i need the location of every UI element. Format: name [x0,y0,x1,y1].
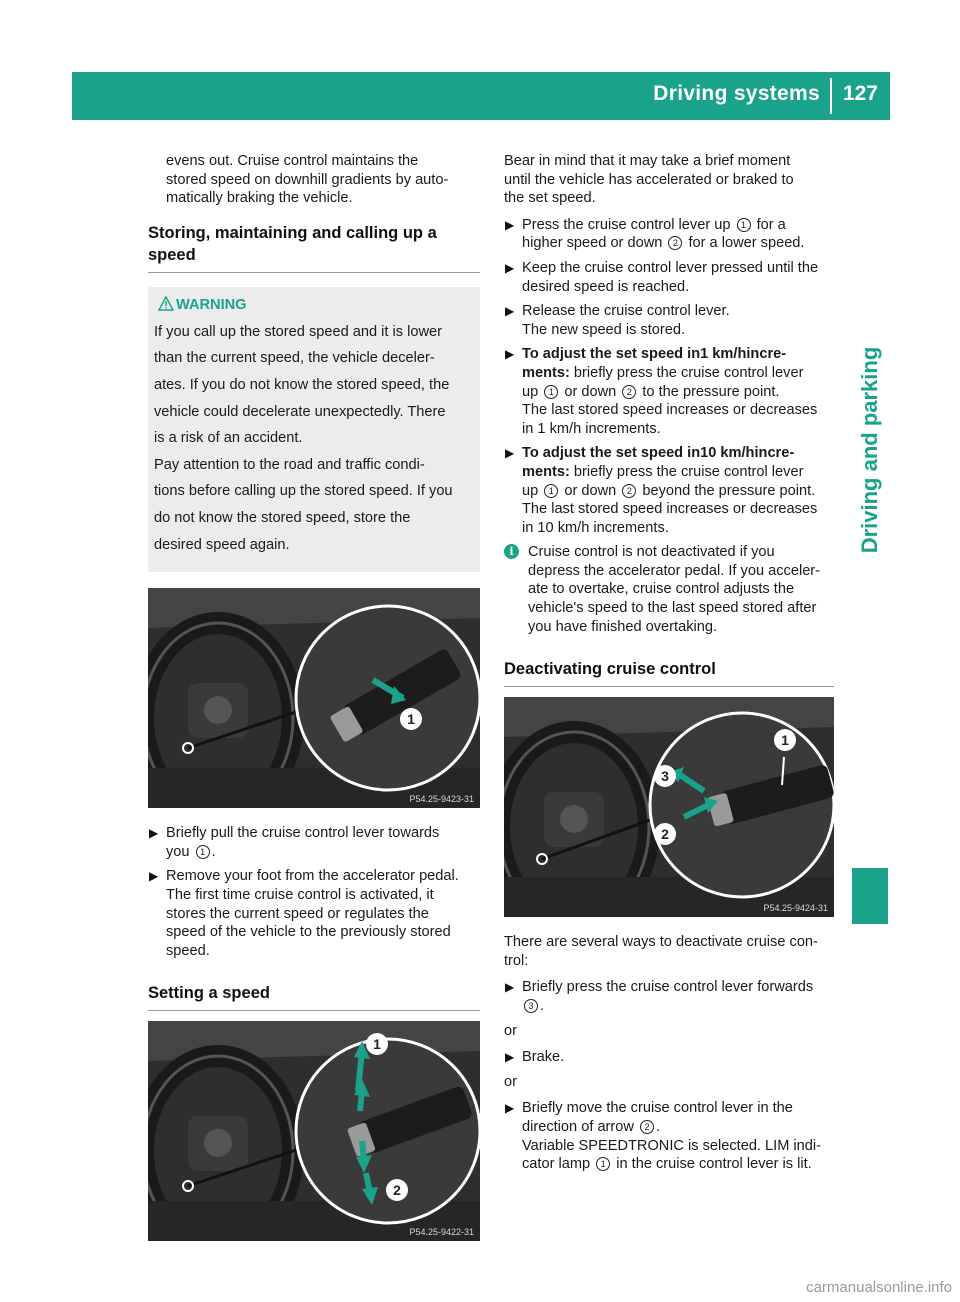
callout-2: 2 [386,1179,408,1201]
right-column [504,152,834,1180]
warning-para-1: If you call up the stored speed and it is lower than the current speed, the vehicle deceler- ates. If you do not know the stored speed, the vehicle could decelerate unexpectedly. There is a risk of an accident. [154,323,450,447]
heading-setting: Setting a speed [148,982,480,1011]
warning-box [148,287,480,572]
figure-pull-lever [148,588,480,808]
chapter-tab [852,310,888,590]
heading-deactivating: Deactivating cruise control [504,658,834,687]
figure-setting-speed [148,1021,480,1241]
callout-1: 1 [366,1033,388,1055]
warning-para-2: Pay attention to the road and traffic condi- tions before calling up the stored speed. If you do not know the stored speed, store the desired speed again. [154,456,453,553]
step-arrow-icon: ▶ [505,446,515,461]
figure-code: P54.25-9423-31 [409,794,474,805]
left-intro: evens out. Cruise control maintains the stored speed on downhill gradients by auto- matically braking the vehicle. [166,153,449,207]
warning-heading: WARNING [154,297,474,313]
step-arrow-icon: ▶ [505,980,515,995]
step-adjust-1kmh: ▶ To adjust the set speed in1 km/hincre- ments: briefly press the cruise control lever up 1 or down 2 to the pressure point. The last stored speed increases or decreases in 1 km/h increments. [505,346,818,437]
callout-ref-1: 1 [596,1157,610,1171]
figure-illustration [148,1021,480,1241]
header-separator [830,78,832,114]
callout-2: 2 [654,823,676,845]
figure-code: P54.25-9424-31 [763,903,828,914]
info-note: i Cruise control is not deactivated if you depress the accelerator pedal. If you acceler- ate to overtake, cruise control adjusts the vehicle's speed to the last speed stored after you have finished overtaking. [504,543,834,636]
callout-ref-1: 1 [196,845,210,859]
step-pull-lever: ▶ Briefly pull the cruise control lever towards you 1 . [149,825,440,860]
callout-ref-1: 1 [544,484,558,498]
figure-illustration [148,588,480,808]
deactivate-intro: There are several ways to deactivate cruise con- trol: [504,934,818,969]
callout-1: 1 [774,729,796,751]
callout-3: 3 [654,765,676,787]
callout-ref-1: 1 [737,218,751,232]
step-press-lever: ▶ Press the cruise control lever up 1 for a higher speed or down 2 for a lower speed. [505,216,805,252]
left-column [148,152,480,1241]
heading-storing: Storing, maintaining and calling up a speed [148,222,480,273]
or-separator: or [504,1022,517,1039]
callout-ref-1: 1 [544,385,558,399]
callout-ref-2: 2 [668,236,682,250]
section-title: Driving systems [653,82,820,105]
chapter-marker [852,868,888,924]
step-release-lever: ▶ Release the cruise control lever. The new speed is stored. [505,303,730,338]
step-arrow-icon: ▶ [505,217,515,232]
step-arrow-icon: ▶ [149,869,159,884]
figure-deactivating [504,697,834,917]
info-icon: i [504,544,519,559]
step-arrow-icon: ▶ [505,260,515,275]
callout-1: 1 [400,708,422,730]
step-arrow-icon: ▶ [505,304,515,319]
left-steps [148,824,480,960]
warning-triangle-icon [158,296,174,315]
callout-ref-3: 3 [524,999,538,1013]
callout-ref-2: 2 [622,484,636,498]
callout-ref-2: 2 [640,1120,654,1134]
step-arrow-icon: ▶ [505,1050,515,1065]
callout-ref-2: 2 [622,385,636,399]
page-header [72,72,890,120]
step-adjust-10kmh: ▶ To adjust the set speed in10 km/hincre- ments: briefly press the cruise control lever up 1 or down 2 beyond the pressure point. The last stored speed increases or decreases in 10 km/h increments. [505,445,818,536]
step-arrow-icon: ▶ [149,826,159,841]
chapter-label: Driving and parking [857,346,882,554]
figure-code: P54.25-9422-31 [409,1227,474,1238]
step-press-forwards: ▶ Briefly press the cruise control lever forwards 3 . [505,979,814,1015]
step-brake: ▶ Brake. [505,1049,565,1066]
watermark: carmanualsonline.info [806,1279,952,1296]
step-move-lever: ▶ Briefly move the cruise control lever in the direction of arrow 2 . Variable SPEEDTRONIC is selected. LIM indi- cator lamp 1 in the cruise control lever is lit. [505,1100,822,1173]
step-arrow-icon: ▶ [505,1101,515,1116]
step-arrow-icon: ▶ [505,347,515,362]
page-number: 127 [842,82,878,105]
right-intro: Bear in mind that it may take a brief moment until the vehicle has accelerated or braked to the set speed. [504,153,794,207]
or-separator: or [504,1073,517,1090]
step-remove-foot: ▶ Remove your foot from the accelerator pedal. The first time cruise control is activated, it stores the current speed or regulates the speed of the vehicle to the previously stored speed. [149,868,459,959]
step-keep-pressed: ▶ Keep the cruise control lever pressed until the desired speed is reached. [505,259,819,295]
